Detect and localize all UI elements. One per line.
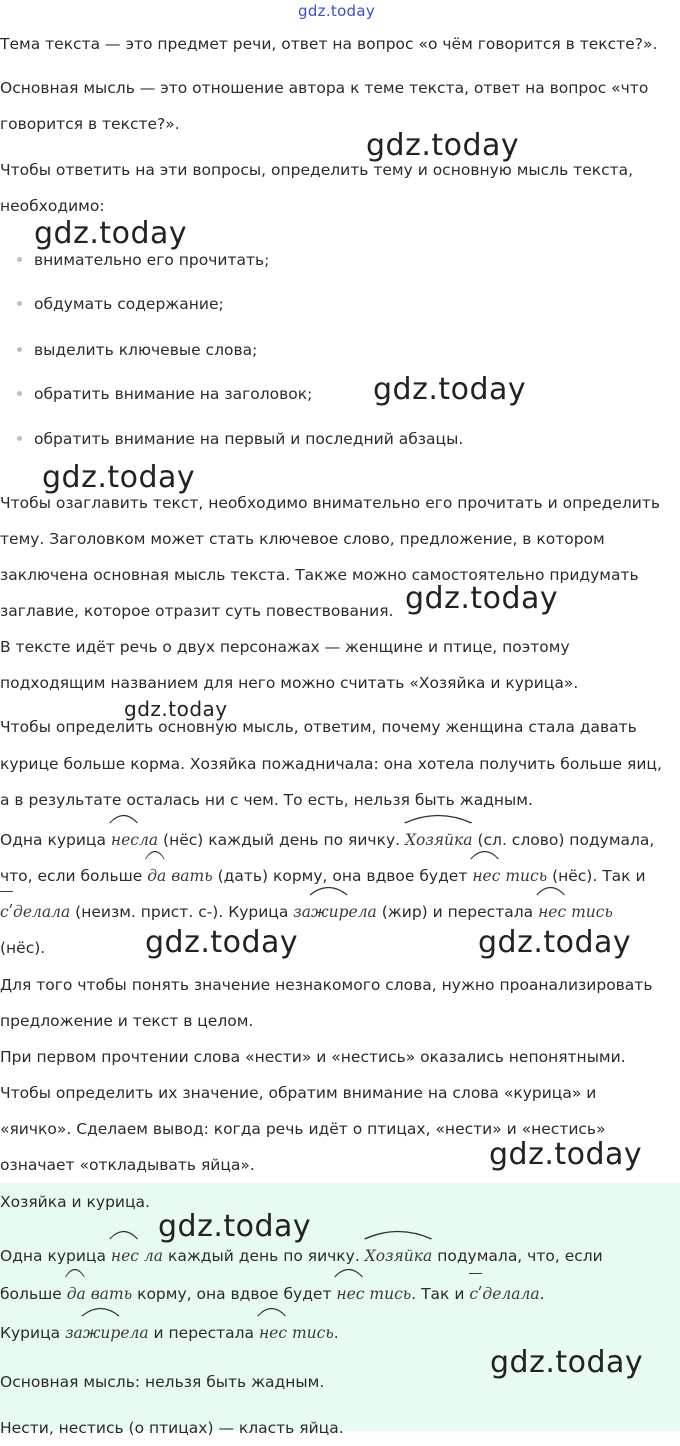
- paragraph-characters: В тексте идёт речь о двух персонажах — женщине и птице, поэтому: [0, 638, 570, 656]
- root-mark: нес: [111, 822, 139, 858]
- root-mark: Хозяйка: [405, 822, 473, 858]
- answer-main-idea: Основная мысль: нельзя быть жадным.: [0, 1373, 325, 1391]
- root-arc-icon: [470, 848, 499, 860]
- prefix-mark: сʹ: [469, 1276, 482, 1312]
- paragraph-main-idea-cont: говорится в тексте?».: [0, 115, 180, 133]
- top-watermark: gdz.today: [298, 2, 376, 20]
- bullet-icon: [17, 347, 22, 352]
- bullet-icon: [17, 391, 22, 396]
- list-item: внимательно его прочитать;: [0, 242, 269, 278]
- watermark: gdz.today: [145, 925, 299, 960]
- paragraph-characters-2: подходящим названием для него можно считать «Хозяйка и курица».: [0, 674, 579, 692]
- paragraph-idea-2: курице больше корма. Хозяйка пожадничала: она хотела получить больше яиц,: [0, 755, 662, 773]
- paragraph-meaning-6: означает «откладывать яйца».: [0, 1156, 255, 1174]
- paragraph-meaning-2: предложение и текст в целом.: [0, 1012, 254, 1030]
- prefix-mark: сʹ: [0, 894, 13, 930]
- answer-line-2: больше да вать корму, она вдвое будет нес тись. Так и сʹделала.: [0, 1276, 680, 1312]
- list-item: обратить внимание на заголовок;: [0, 376, 312, 412]
- root-arc-icon: [65, 1266, 85, 1278]
- root-mark: да: [147, 858, 166, 894]
- paragraph-title-rule-3: заключена основная мысль текста. Также можно самостоятельно придумать: [0, 566, 639, 584]
- paragraph-meaning: Для того чтобы понять значение незнакомого слова, нужно проанализировать: [0, 976, 653, 994]
- list-item: выделить ключевые слова;: [0, 332, 257, 368]
- list-item: обдумать содержание;: [0, 286, 224, 322]
- paragraph-title-rule-2: тему. Заголовком может стать ключевое слово, предложение, в котором: [0, 530, 605, 548]
- paragraph-topic: Тема текста — это предмет речи, ответ на вопрос «о чём говорится в тексте?».: [0, 35, 658, 53]
- paragraph-main-idea: Основная мысль — это отношение автора к теме текста, ответ на вопрос «что: [0, 79, 649, 97]
- analysis-line-3: сʹделала (неизм. прист. с-). Курица за жирела (жир) и перестала нес тись: [0, 894, 680, 930]
- answer-line-1: Одна курица нес ла каждый день по яичку. Хозяйка подумала, что, если: [0, 1238, 680, 1274]
- watermark: gdz.today: [490, 1345, 644, 1380]
- list-item: обратить внимание на первый и последний абзацы.: [0, 421, 463, 457]
- watermark: gdz.today: [42, 460, 196, 495]
- root-arc-icon: [109, 812, 138, 824]
- answer-title: Хозяйка и курица.: [0, 1193, 150, 1211]
- root-mark: жир: [83, 1315, 121, 1351]
- paragraph-meaning-5: «яичко». Сделаем вывод: когда речь идёт о птицах, «нести» и «нестись»: [0, 1120, 606, 1138]
- root-mark: нес: [336, 1276, 364, 1312]
- paragraph-idea: Чтобы определить основную мысль, ответим, почему женщина стала давать: [0, 718, 637, 736]
- watermark: gdz.today: [478, 925, 632, 960]
- root-arc-icon: [145, 848, 165, 860]
- root-arc-icon: [109, 1228, 138, 1240]
- root-arc-icon: [334, 1266, 363, 1278]
- bullet-icon: [17, 257, 22, 262]
- root-arc-icon: [363, 1228, 433, 1240]
- paragraph-how-to: Чтобы ответить на эти вопросы, определить тему и основную мысль текста,: [0, 161, 634, 179]
- watermark: gdz.today: [489, 1137, 643, 1172]
- paragraph-how-to-cont: необходимо:: [0, 197, 105, 215]
- root-mark: нес: [259, 1315, 287, 1351]
- paragraph-meaning-3: При первом прочтении слова «нести» и «нестись» оказались непонятными.: [0, 1048, 626, 1066]
- watermark: gdz.today: [158, 1209, 312, 1244]
- analysis-line-1: Одна курица несла (нёс) каждый день по яичку. Хозяйка (сл. слово) подумала,: [0, 822, 680, 858]
- bullet-icon: [17, 301, 22, 306]
- root-mark: жир: [311, 894, 349, 930]
- paragraph-meaning-4: Чтобы определить их значение, обратим внимание на слова «курица» и: [0, 1084, 597, 1102]
- root-mark: Хозяйка: [365, 1238, 433, 1274]
- root-arc-icon: [257, 1305, 286, 1317]
- paragraph-title-rule: Чтобы озаглавить текст, необходимо внимательно его прочитать и определить: [0, 494, 660, 512]
- prefix-bar-icon: [469, 1273, 482, 1274]
- watermark: gdz.today: [124, 697, 228, 721]
- root-mark: да: [67, 1276, 86, 1312]
- watermark: gdz.today: [405, 581, 559, 616]
- paragraph-title-rule-4: заглавие, которое отразит суть повествования.: [0, 602, 394, 620]
- root-mark: нес: [538, 894, 566, 930]
- answer-line-3: Курица за жирела и перестала нес тись.: [0, 1315, 680, 1351]
- root-mark: нес: [472, 858, 500, 894]
- root-arc-icon: [403, 812, 473, 824]
- root-arc-icon: [81, 1305, 120, 1317]
- root-mark: нес: [111, 1238, 139, 1274]
- paragraph-idea-3: а в результате осталась ни с чем. То есть, нельзя быть жадным.: [0, 791, 533, 809]
- analysis-line-4: (нёс).: [0, 939, 46, 957]
- root-arc-icon: [536, 884, 565, 896]
- watermark: gdz.today: [366, 128, 520, 163]
- watermark: gdz.today: [373, 372, 527, 407]
- answer-meaning: Нести, нестись (о птицах) — класть яйца.: [0, 1419, 344, 1437]
- bullet-icon: [17, 436, 22, 441]
- root-arc-icon: [309, 884, 348, 896]
- prefix-bar-icon: [0, 891, 13, 892]
- analysis-line-2: что, если больше да вать (дать) корму, она вдвое будет нес тись (нёс). Так и: [0, 858, 680, 894]
- watermark: gdz.today: [34, 216, 188, 251]
